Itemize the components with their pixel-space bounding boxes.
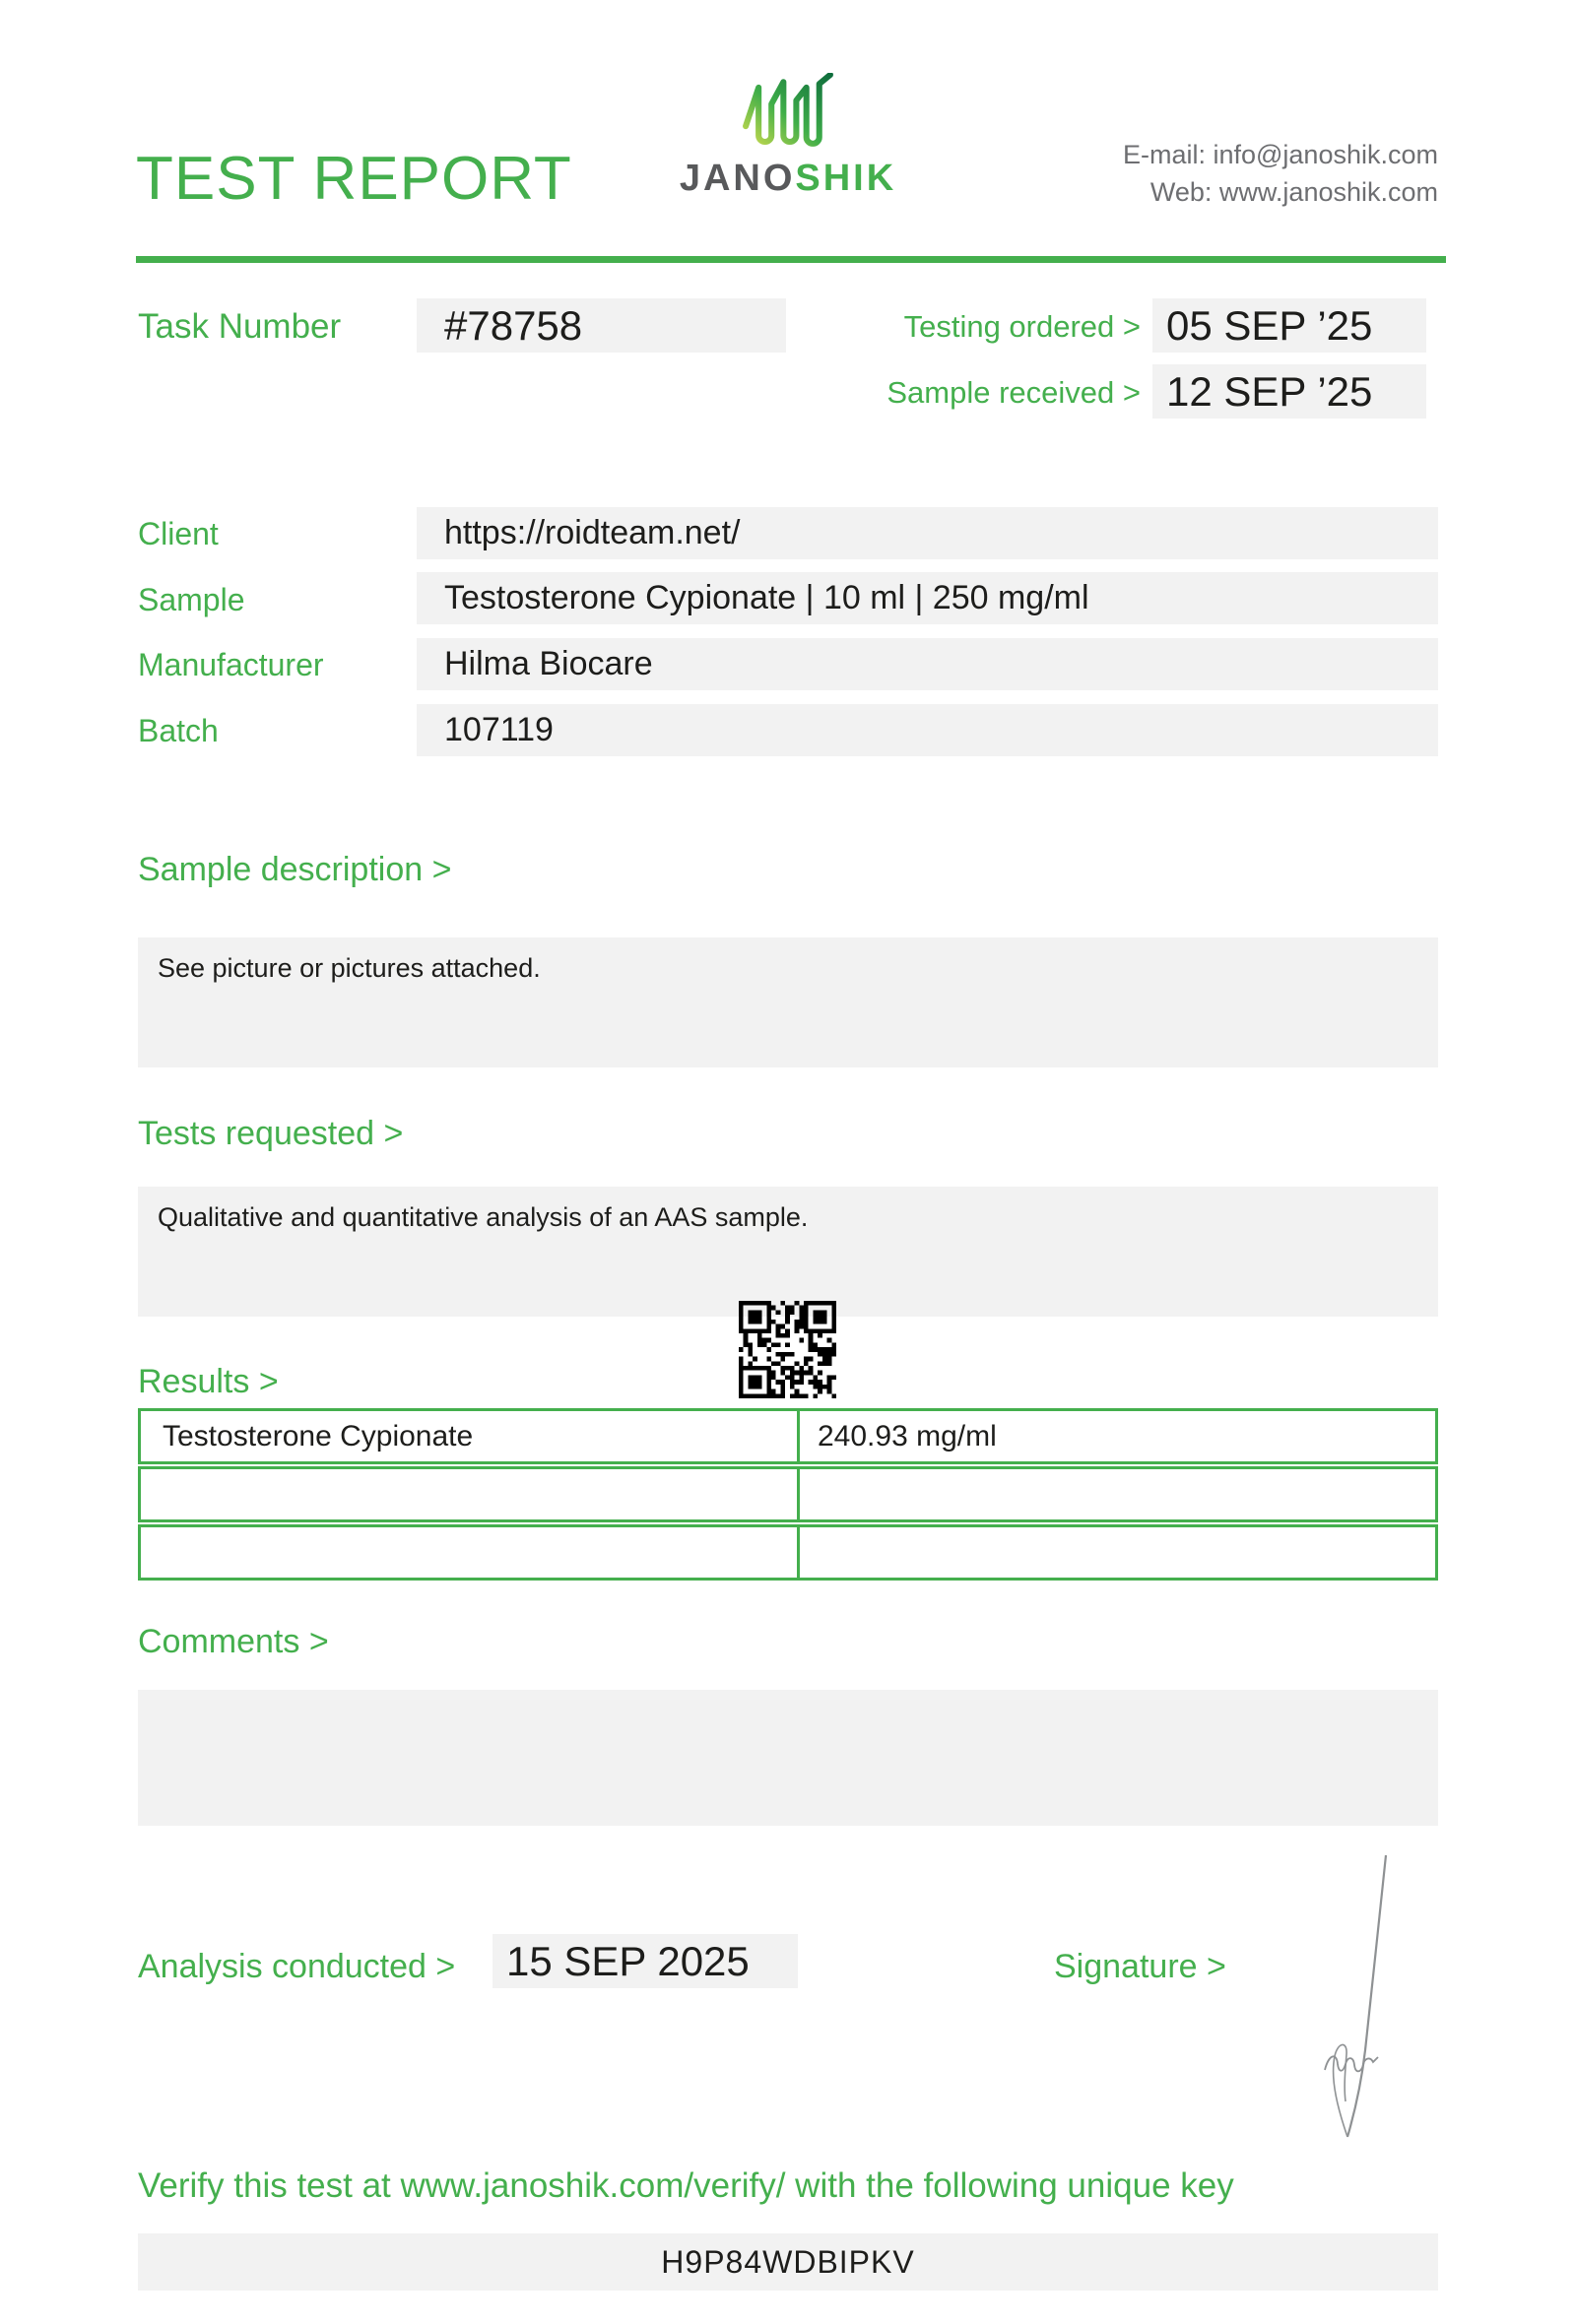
batch-value: 107119 bbox=[417, 704, 1438, 756]
tests-requested-heading: Tests requested > bbox=[138, 1115, 404, 1152]
handwritten-signature bbox=[1276, 1849, 1409, 2145]
result-substance bbox=[141, 1469, 800, 1519]
logo-word-green: SHIK bbox=[795, 158, 897, 199]
sample-received-label: Sample received > bbox=[886, 375, 1141, 410]
result-substance: Testosterone Cypionate bbox=[141, 1411, 800, 1461]
contact-block bbox=[1123, 136, 1438, 211]
contact-email: E-mail: info@janoshik.com bbox=[1122, 140, 1438, 169]
sample-description-box: See picture or pictures attached. bbox=[138, 937, 1438, 1067]
client-value: https://roidteam.net/ bbox=[417, 507, 1438, 559]
result-value bbox=[800, 1469, 1435, 1519]
results-heading: Results > bbox=[138, 1363, 279, 1400]
qr-code bbox=[739, 1301, 836, 1398]
result-value bbox=[800, 1527, 1435, 1578]
comments-box bbox=[138, 1690, 1438, 1826]
results-table bbox=[138, 1408, 1438, 1581]
client-label: Client bbox=[138, 516, 219, 551]
verify-heading: Verify this test at www.janoshik.com/verify/ with the following unique key bbox=[138, 2166, 1234, 2205]
header-divider bbox=[136, 256, 1446, 263]
sample-label: Sample bbox=[138, 582, 245, 617]
sample-received-value: 12 SEP ’25 bbox=[1152, 364, 1426, 419]
page-title: TEST REPORT bbox=[136, 145, 572, 213]
testing-ordered-value: 05 SEP ’25 bbox=[1152, 298, 1426, 353]
manufacturer-value: Hilma Biocare bbox=[417, 638, 1438, 690]
janoshik-logo bbox=[650, 73, 926, 200]
task-number-value: #78758 bbox=[417, 298, 786, 353]
batch-label: Batch bbox=[138, 713, 219, 748]
result-value: 240.93 mg/ml bbox=[818, 1419, 997, 1452]
tests-requested-box: Qualitative and quantitative analysis of an AAS sample. bbox=[138, 1187, 1438, 1317]
comments-heading: Comments > bbox=[138, 1623, 329, 1660]
logo-wordmark bbox=[650, 158, 926, 200]
table-row bbox=[138, 1524, 1438, 1581]
verify-key: H9P84WDBIPKV bbox=[138, 2233, 1438, 2291]
table-row bbox=[138, 1408, 1438, 1464]
sample-description-heading: Sample description > bbox=[138, 851, 452, 888]
analysis-conducted-label: Analysis conducted > bbox=[138, 1948, 456, 1985]
signature-label: Signature > bbox=[1054, 1948, 1226, 1985]
table-row bbox=[138, 1466, 1438, 1522]
testing-ordered-label: Testing ordered > bbox=[903, 309, 1141, 344]
analysis-conducted-date: 15 SEP 2025 bbox=[492, 1934, 798, 1988]
sample-value: Testosterone Cypionate | 10 ml | 250 mg/ml bbox=[417, 572, 1438, 624]
manufacturer-label: Manufacturer bbox=[138, 647, 324, 682]
contact-web: Web: www.janoshik.com bbox=[1149, 177, 1438, 207]
logo-word-dark: JANO bbox=[679, 158, 796, 199]
result-substance bbox=[141, 1527, 800, 1578]
growth-chart-icon bbox=[741, 73, 835, 156]
task-number-label: Task Number bbox=[138, 307, 342, 346]
